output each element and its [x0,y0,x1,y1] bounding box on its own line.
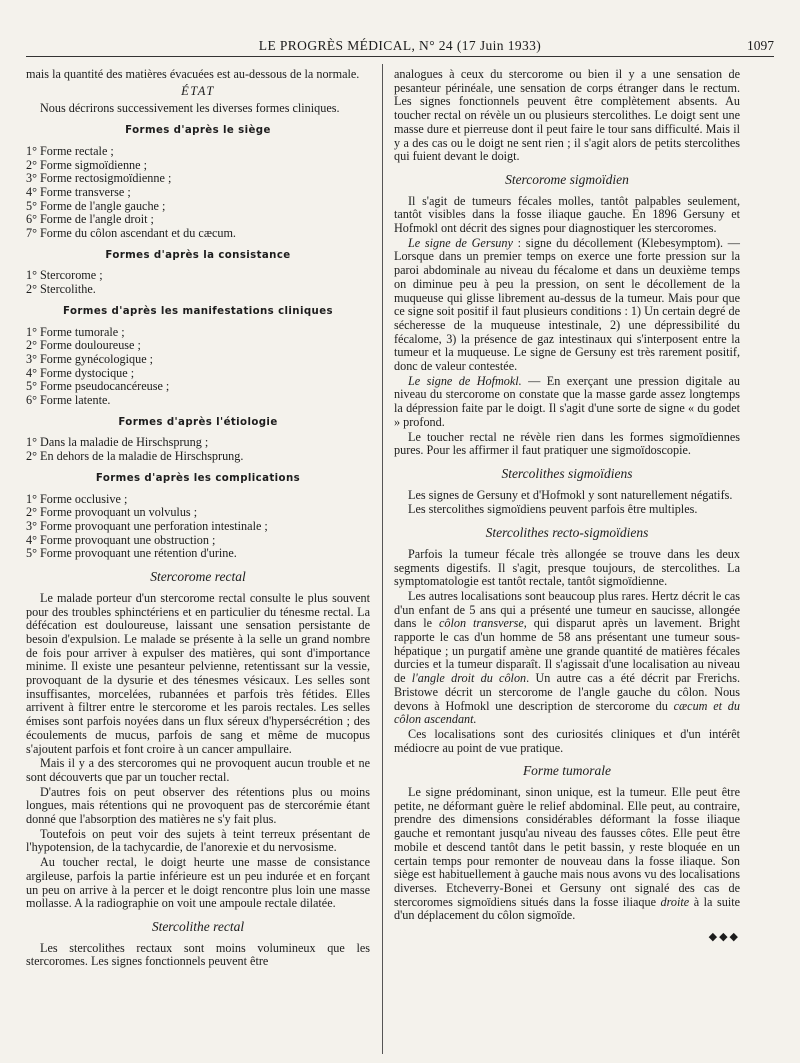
etat-paragraph: Nous décrirons successivement les diverses formes cliniques. [40,101,340,116]
list-item: 2° Stercolithe. [26,282,96,297]
list-item: 1° Forme occlusive ; [26,491,128,506]
hofmokl-paragraph [394,375,740,430]
consistance-list [26,269,370,296]
body-paragraph: Les stercolithes rectaux sont moins volumineux que les stercoromes. Les signes fonctionnels peuvent être [26,940,370,969]
list-item: 3° Forme rectosigmoïdienne ; [26,171,172,186]
body-paragraph: Au toucher rectal, le doigt heurte une masse de consistance argileuse, parfois la partie inférieure est un peu indurée et en forçant un peu on arrive à la percer et le doigt rencontre plus loin une masse mollasse. A la radiographie on voit une ampoule rectale dilatée. [26,855,370,911]
list-item: 4° Forme provoquant une obstruction ; [26,532,216,547]
text-run: à la suite d'un déplacement du côlon sigmoïde. [394,894,740,923]
list-item: 3° Forme provoquant une perforation intestinale ; [26,518,268,533]
etiologie-heading: Formes d'après l'étiologie [118,416,278,428]
list-item: 3° Forme gynécologique ; [26,351,154,366]
list-item: 7° Forme du côlon ascendant et du cæcum. [26,226,236,241]
gersuny-label: Le signe de Gersuny [408,235,513,250]
gersuny-text: : signe du décollement (Klebesymptom). — Lorsque dans un premier temps on exerce une forte pression sur la paroi abdominale au niveau du fécalome et dans un deuxième temps on diminue peu à peu la pression, on sent le décollement de la muqueuse qui glisse librement au-dessus de la tumeur. Mais pour que ce signe soit positif il faut plusieurs conditions : 1) Un certain degré de sécheresse de la muqueuse intestinale, 2) une dépressibilité du fécalome, 3) la présence de gaz intestinaux qui s'interposent entre la tumeur et la muqueuse. Le signe de Gersuny est très rarement positif, donc de valeur contestée. [394,235,740,374]
italic-run: l'angle droit du côlon [411,671,527,686]
intro-paragraph: mais la quantité des matières évacuées est au-dessous de la normale. [26,67,360,81]
localisations-paragraph [394,590,740,727]
list-item: 2° Forme douloureuse ; [26,338,141,353]
text-run: Le signe prédominant, sinon unique, est la tumeur. Elle peut être petite, ne déformant guère le relief abdominal. Elle peut, au contraire, prendre des dimensions considérables déformant la fosse iliaque gauche et remontant jusqu'au niveau des fausses côtes. Elle peut être mobile et descend tantôt dans le petit bassin, y reste bloquée en un certain temps pour remonter de nouveau dans la fosse iliaque. Son siège est habituellement à gauche mais nous avons vu des localisations diverses. Etcheverry-Bonei et Gersuny ont signalé des cas de stercoromes sigmoïdiens situés dans la fosse iliaque [394,785,740,909]
page-number: 1097 [747,38,774,53]
body-paragraph: Mais il y a des stercoromes qui ne provoquent aucun trouble et ne sont découverts que par un toucher rectal. [26,756,370,784]
list-item: 2° En dehors de la maladie de Hirschsprung. [26,449,244,464]
list-item: 1° Stercorome ; [26,268,103,283]
tumorale-paragraph [394,786,740,923]
manifestations-heading: Formes d'après les manifestations cliniques [63,305,333,317]
right-column [394,68,740,945]
end-ornament: ◆◆◆ [708,931,740,944]
list-item: 4° Forme transverse ; [26,184,131,199]
stercorome-sigmoidien-heading: Stercorome sigmoïdien [505,171,629,187]
body-paragraph: Le malade porteur d'un stercorome rectal consulte le plus souvent pour des troubles sphinctériens et en particulier du ténesme rectal. La défécation est douloureuse, laissant une sensation persistante de besoin d'expulsion. Le malade se présente à la selle un grand nombre de fois pour arriver à expulser des matières, qui sont d'importance minime. Il existe une pesanteur pelvienne, retentissant sur la vessie, provoquant de la dysurie et des ténesmes vésicaux. Les selles sont insuffisantes, morcelées, rubannées et parfois très fétides. Elles arrivent à filtrer entre le stercorome et les parois rectales. Les selles émises sont parfois noyées dans un flux séreux d'hypersécrétion ; des écoulements de mucus, parfois de sang et même de mucopus s'ajoutent parfois et font croire à un cancer ampullaire. [26,590,370,756]
list-item: 5° Forme pseudocancéreuse ; [26,379,170,394]
list-item: 1° Dans la maladie de Hirschsprung ; [26,435,209,450]
italic-run: côlon transverse [439,616,524,631]
body-paragraph: Les stercolithes sigmoïdiens peuvent parfois être multiples. [408,502,698,517]
list-item: 1° Forme tumorale ; [26,324,125,339]
list-item: 2° Forme provoquant un volvulus ; [26,505,198,520]
body-paragraph: Il s'agit de tumeurs fécales molles, tantôt palpables seulement, tantôt visibles dans la fosse iliaque gauche. En 1896 Gersuny et Hofmokl ont décrit des signes pour diagnostiquer les stercoromes. [394,193,740,236]
body-paragraph: Ces localisations sont des curiosités cliniques et d'un intérêt médiocre au point de vue pratique. [394,726,740,755]
hofmokl-label: Le signe de Hofmokl. [408,373,522,388]
list-item: 6° Forme de l'angle droit ; [26,212,154,227]
column-divider [382,64,383,1054]
siege-heading: Formes d'après le siège [125,125,271,137]
body-paragraph: Le toucher rectal ne révèle rien dans les formes sigmoïdiennes pures. Pour les affirmer il faut pratiquer une sigmoïdoscopie. [394,429,740,458]
body-paragraph: Toutefois on peut voir des sujets à teint terreux présentant de l'hypotension, de la tachycardie, de l'anorexie et du nervosisme. [26,826,370,855]
recto-sigmoidiens-heading: Stercolithes recto-sigmoïdiens [485,525,649,541]
gersuny-paragraph [394,237,740,374]
stercorome-rectal-heading: Stercorome rectal [150,569,246,585]
list-item: 6° Forme latente. [26,393,111,408]
stercolithe-rectal-heading: Stercolithe rectal [151,918,245,934]
left-column [26,68,370,970]
stercolithes-sigmoidiens-heading: Stercolithes sigmoïdiens [501,465,633,481]
page-header [26,32,774,57]
text-run: , qui disparut après un lavement. Bright rapporte le cas d'un homme de 58 ans présentant une tumeur sous-hépatique ; un purgatif amène une grande quantité de matières fécales durcies et la tumeur disparaît. Il s'agissait d'une localisation au niveau de [394,616,740,686]
italic-run: cæcum et du côlon ascendant. [394,698,740,727]
text-run: . Un autre cas a été décrit par Frerichs. Bristowe décrit un stercorome de l'angle gauche du côlon. Nous devons à Hofmokl une description de stercorome du [394,671,740,713]
forme-tumorale-heading: Forme tumorale [522,763,612,779]
list-item: 4° Forme dystocique ; [26,365,135,380]
text-run: Les autres localisations sont beaucoup plus rares. Hertz décrit le cas d'un enfant de 5 ans qui a présenté une tumeur en saucisse, allongée dans le [394,588,740,631]
continuation-paragraph: analogues à ceux du stercorome ou bien il y a une sensation de pesanteur périnéale, une sensation de corps étranger dans le rectum. Les signes fonctionnels peuvent être complètement absents. Au toucher rectal on révèle un ou plusieurs stercolithes. Le doigt sent une masse dure et pierreuse dont il peut faire le tour sans difficulté. Mais il y a des cas ou le doigt ne sent rien ; il s'agit alors de petits stercolithes qui fuient devant le doigt. [394,67,740,164]
body-paragraph: Parfois la tumeur fécale très allongée se trouve dans les deux segments digestifs. Il s'agit, presque toujours, de stercolithes. La symptomatologie est tantôt rectale, tantôt sigmoïdienne. [394,546,740,589]
siege-list [26,145,370,241]
manifestations-list [26,326,370,408]
etiologie-list [26,436,370,463]
body-paragraph: D'autres fois on peut observer des rétentions plus ou moins longues, mais rétentions qui ne provoquent pas de stercorémie étant donné que l'absorption des matières ne s'y fait plus. [26,784,370,827]
journal-title: LE PROGRÈS MÉDICAL, N° 24 (17 Juin 1933) [258,38,542,53]
consistance-heading: Formes d'après la consistance [105,249,291,261]
complications-list [26,493,370,562]
italic-run: droite [660,894,690,909]
list-item: 5° Forme provoquant une rétention d'urine. [26,546,237,561]
list-item: 5° Forme de l'angle gauche ; [26,198,166,213]
complications-heading: Formes d'après les complications [95,472,301,484]
hofmokl-text: — En exerçant une pression digitale au niveau du stercorome on constate que la masse garde assez longtemps la dépression faite par le doigt. Il s'agit d'une sorte de signe « du godet » profond. [394,373,740,429]
etat-heading: ÉTAT [181,83,215,98]
list-item: 2° Forme sigmoïdienne ; [26,157,147,172]
body-paragraph: Les signes de Gersuny et d'Hofmokl y sont naturellement négatifs. [408,487,733,502]
list-item: 1° Forme rectale ; [26,143,114,158]
